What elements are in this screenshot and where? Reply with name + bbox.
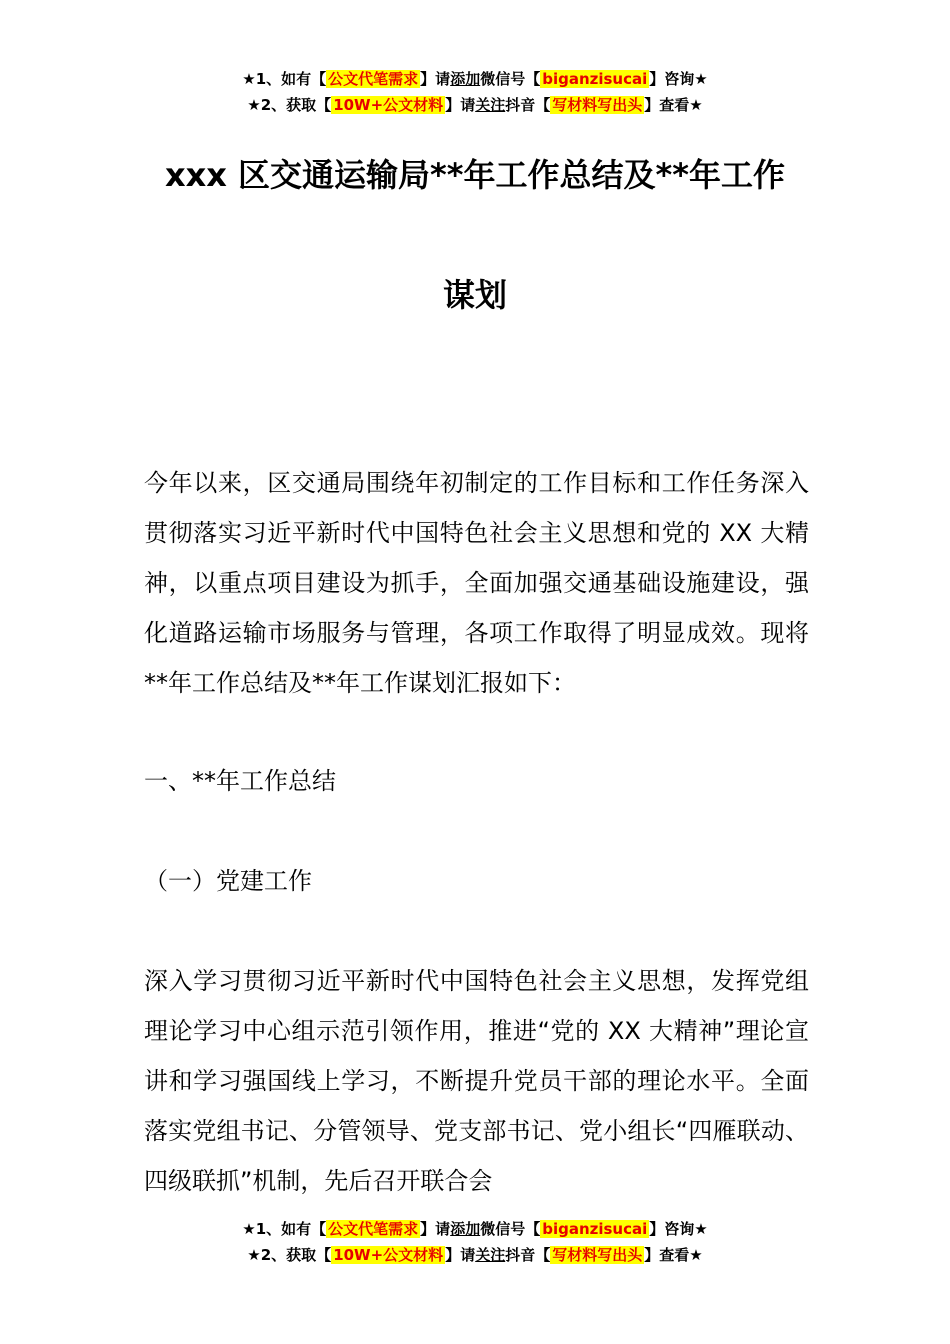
highlight-service: 公文代笔需求 [328,70,419,88]
intro-paragraph: 今年以来，区交通局围绕年初制定的工作目标和工作任务深入贯彻落实习近平新时代中国特色社会主义思想和党的 XX 大精神，以重点项目建设为抓手，全面加强交通基础设施建设，强化道路运输市场服务与管理，各项工作取得了明显成效。现将**年工作总结及**年工作谋划汇报如下： [144,469,809,697]
bottom-banner [0,1216,950,1268]
highlight-douyin: 写材料写出头 [552,96,643,114]
document-title-line-2: 谋划 [442,276,507,314]
banner-line-1: ★1、如有【 公文代笔需求 】请添加微信号【 biganzisucai 】咨询★ [242,1220,708,1238]
highlight-materials: 10W+公文材料 [333,96,444,114]
document-title-line-1: xxx 区交通运输局**年工作总结及**年工作 [164,156,785,194]
highlight-douyin: 写材料写出头 [552,1246,643,1264]
highlight-service: 公文代笔需求 [328,1220,419,1238]
banner-line-1: ★1、如有【 公文代笔需求 】请添加微信号【 biganzisucai 】咨询★ [242,70,708,88]
banner-line-2: ★2、获取【 10W+公文材料 】请关注抖音【 写材料写出头 】查看★ [247,96,703,114]
subsection-heading: （一）党建工作 [144,867,312,895]
party-work-paragraph: 深入学习贯彻习近平新时代中国特色社会主义思想，发挥党组理论学习中心组示范引领作用，推进“党的 XX 大精神”理论宣讲和学习强国线上学习，不断提升党员干部的理论水平。全面落实党组书记、分管领导、党支部书记、党小组长“四雁联动、四级联抓”机制，先后召开联合会 [144,967,809,1195]
highlight-materials: 10W+公文材料 [333,1246,444,1264]
top-banner [0,66,950,118]
highlight-wechat-id: biganzisucai [542,70,648,88]
section-heading: 一、**年工作总结 [144,767,336,795]
highlight-wechat-id: biganzisucai [542,1220,648,1238]
banner-line-2: ★2、获取【 10W+公文材料 】请关注抖音【 写材料写出头 】查看★ [247,1246,703,1264]
